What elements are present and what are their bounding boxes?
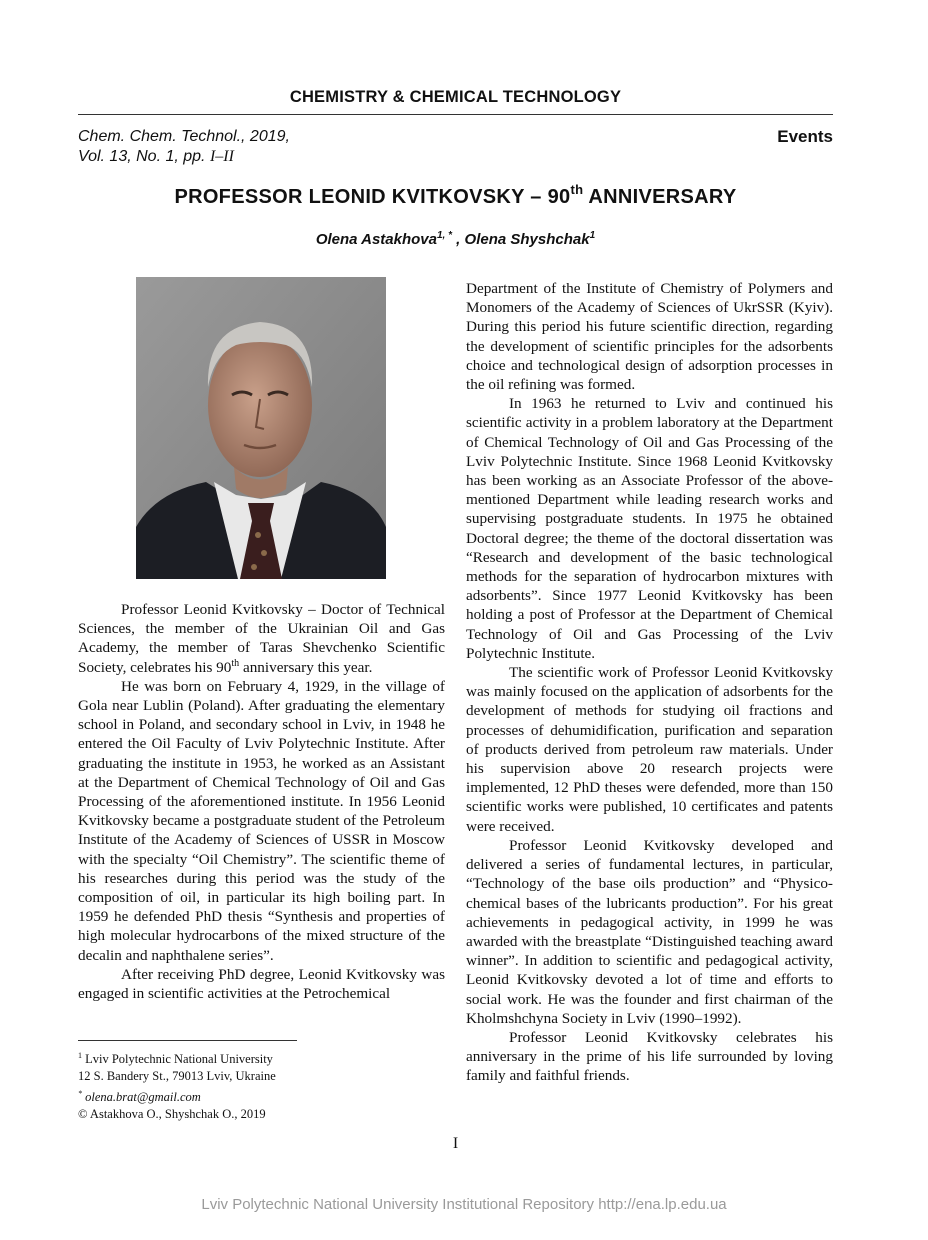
journal-header: CHEMISTRY & CHEMICAL TECHNOLOGY (289, 88, 622, 106)
paragraph-kyiv: Department of the Institute of Chemistry of Polymers and Monomers of the Academy of Sciences of UkrSSR (Kyiv). During this period his future scientific direction, regarding the development of scientific principles for the adsorbents choice and technological design of adsorption processes in the oil refining was formed. (466, 280, 833, 394)
footnote-address: 12 S. Bandery St., 79013 Lviv, Ukraine (78, 1069, 276, 1084)
header-rule (78, 114, 833, 115)
author-line (0, 230, 911, 248)
author-1: Olena Astakhova (315, 231, 437, 248)
author-separator: , (452, 231, 465, 248)
paragraph-biography: He was born on February 4, 1929, in the village of Gola near Lublin (Poland). After graduating the elementary school in Poland, and secondary school in Lviv, in 1948 he entered the Oil Faculty of Lviv Polytechnic Institute. After graduating the institute in 1953, he worked as an Assistant at the Department of Chemical Technology of Oil and Gas Processing of the aforementioned institute. In 1956 Leonid Kvitkovsky became a postgraduate student of the Petroleum Institute of the Academy of Sciences of USSR in Moscow with the specialty “Oil Chemistry”. The scientific theme of his researches during this period was the study of the composition of oil, in particular its high boiling part. In 1959 he defended PhD thesis “Synthesis and properties of high molecular hydrocarbons of the mixed structure of the decalin and naphthalene series”. (78, 677, 445, 964)
left-column (78, 600, 445, 1003)
right-column (466, 279, 833, 1086)
paragraph-lviv: In 1963 he returned to Lviv and continued his scientific activity in a problem laboratory at the Department of Chemical Technology of Oil and Gas Processing of the Lviv Polytechnic Institute. Since 1968 Leonid Kvitkovsky has been working as an Associate Professor of the above-mentioned Department while leading research works and supervising postgraduate students. In 1975 he obtained Doctoral degree; the theme of the doctoral dissertation was “Research and development of the basic technological methods for the separation of hydrocarbon mixtures with adsorbents”. Since 1977 Leonid Kvitkovsky has been holding a post of Professor at the Department of Chemical Technology of Oil and Gas Processing of the Lviv Polytechnic Institute. (466, 395, 833, 662)
intro-text: Professor Leonid Kvitkovsky – Doctor of Technical Sciences, the member of the Ukrainian Oil and Gas Academy, the member of Taras Shevchenko Scientific Society, celebrates his 90 (78, 601, 445, 676)
portrait-photo (136, 277, 386, 579)
article-title (0, 182, 911, 209)
portrait-illustration (136, 277, 386, 579)
footnote-affiliation-marker: 1 (78, 1051, 82, 1060)
title-superscript: th (570, 182, 584, 197)
intro-superscript: th (231, 657, 240, 669)
author-1-affiliation: 1, * (437, 230, 453, 241)
title-main: PROFESSOR LEONID KVITKOVSKY – 90 (174, 186, 571, 208)
paragraph-intro (78, 600, 445, 677)
footnote-affiliation-text: Lviv Polytechnic National University (82, 1052, 273, 1067)
title-rest: ANNIVERSARY (583, 186, 737, 208)
paragraph-closing: Professor Leonid Kvitkovsky celebrates his anniversary in the prime of his life surrounded by loving family and faithful friends. (466, 1028, 833, 1085)
footnote-email-marker: * (78, 1089, 82, 1099)
intro-text-end: anniversary this year. (239, 658, 373, 676)
citation-line1: Chem. Chem. Technol., 2019, (78, 128, 290, 145)
citation-pages: I–II (209, 148, 234, 165)
paragraph-scientific-work: The scientific work of Professor Leonid Kvitkovsky was mainly focused on the application of adsorbents for the development of methods for studying oil fractions and processes of dehumidification, purification and separation of products derived from petroleum raw materials. Under his supervision above 20 research projects were implemented, 12 PhD theses were defended, more than 150 scientific works were published, 10 certificates and patents were received. (466, 664, 833, 835)
footnote-copyright: © Astakhova O., Shyshchak O., 2019 (78, 1107, 266, 1122)
footnotes (78, 1047, 276, 1123)
author-2: Olena Shyshchak (464, 231, 590, 248)
footnote-email-text: olena.brat@gmail.com (82, 1090, 201, 1105)
footnote-rule (78, 1040, 297, 1041)
page-number: I (452, 1135, 459, 1152)
repository-footer: Lviv Polytechnic National University Institutional Repository http://ena.lp.edu.ua (201, 1196, 727, 1213)
footnote-affiliation (78, 1047, 276, 1068)
paragraph-lectures: Professor Leonid Kvitkovsky developed and delivered a series of fundamental lectures, in particular, “Technology of the base oils production” and “Physico-chemical bases of the lubricants production”. For his great achievements in pedagogical activity, in 1999 he was awarded with the breastplate “Distinguished teaching award winner”. In addition to scientific and pedagogical activity, Leonid Kvitkovsky devoted a lot of time and efforts to social work. He was the founder and first chairman of the Kholmshchyna Society in Lviv (1990–1992). (466, 836, 833, 1027)
citation (78, 127, 290, 167)
citation-volume: Vol. 13, No. 1, pp. (78, 148, 210, 165)
citation-line2 (78, 147, 290, 167)
author-2-affiliation: 1 (589, 230, 596, 241)
section-label: Events (777, 127, 833, 146)
paragraph-phd: After receiving PhD degree, Leonid Kvitkovsky was engaged in scientific activities at the Petrochemical (78, 965, 445, 1003)
footnote-email (78, 1085, 276, 1106)
